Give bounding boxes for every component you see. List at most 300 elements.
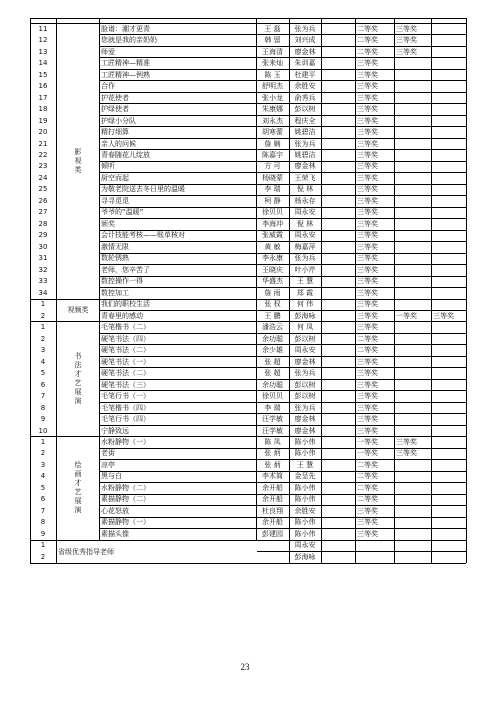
person-name: 余胜安 [294,82,316,91]
award-level: 二等奖 [357,24,378,33]
award-level [432,460,467,471]
work-title: 合作 [101,82,115,91]
work-title: 硬笔书法（二） [101,346,150,355]
row-number: 13 [38,47,48,56]
row-number: 31 [38,254,48,263]
award-level: 三等奖 [357,311,378,320]
award-level: 一等奖 [357,449,378,458]
work-title: 毛笔楷书（二） [101,323,150,332]
person-name: 彭建园 [262,529,283,538]
award-level [432,345,467,356]
category-label [57,541,257,563]
work-title: 硬笔书法（二） [101,369,150,378]
award-level: 二等奖 [357,334,378,343]
row-number: 12 [38,36,48,45]
person-name: 叶小芹 [294,265,316,274]
award-level: 三等奖 [357,323,378,332]
award-level [432,104,467,115]
award-level [395,116,432,127]
row-number: 1 [40,300,46,309]
category-label [57,300,99,322]
work-title: 水粉静物（二） [101,483,150,492]
award-level [395,70,432,81]
award-level [432,357,467,368]
person-name: 程庆全 [294,116,316,125]
award-level: 三等奖 [357,116,378,125]
person-name: 杨永存 [294,196,316,205]
row-number: 20 [38,128,48,137]
person-name: 倪 林 [296,185,314,194]
person-name [321,380,355,391]
row-number: 2 [40,552,46,561]
person-name: 张威霞 [262,231,283,240]
work-title: 青春随花儿绽放 [101,150,150,159]
person-name: 陈小伟 [294,437,316,446]
person-name [321,448,355,459]
person-name: 詹 雨 [264,288,281,297]
award-level [432,380,467,391]
work-title: 数控加工 [101,288,129,297]
award-level [432,161,467,172]
person-name [321,288,355,299]
award-level [395,150,432,161]
person-name: 张 超 [264,369,281,378]
row-number: 4 [40,357,46,366]
person-name [321,58,355,69]
person-name [321,403,355,414]
person-name: 俞秀兵 [294,93,316,102]
person-name: 王 慧 [296,277,314,286]
award-level: 三等奖 [357,93,378,102]
award-level [395,334,432,345]
person-name [321,219,355,230]
person-name: 徐贝贝 [262,208,283,217]
person-name: 廖金林 [294,357,316,366]
person-name [321,357,355,368]
award-level [432,196,467,207]
person-name [321,460,355,471]
award-level [395,196,432,207]
work-title: 素描静物（一） [101,518,150,527]
work-title: 毛笔行书（一） [101,392,150,401]
person-name: 张 炳 [264,460,281,469]
award-level [432,471,467,482]
person-name: 廖金林 [294,426,316,435]
row-number: 17 [38,93,48,102]
award-level [395,403,432,414]
category-label [57,24,99,299]
award-level [432,253,467,264]
person-name [321,47,355,58]
person-name [321,483,355,494]
work-title: 激情无限 [101,242,129,251]
person-name [321,471,355,482]
person-name: 廖金林 [294,47,316,56]
person-name: 余功聪 [262,380,283,389]
award-level [395,460,432,471]
person-name [321,70,355,81]
award-level [395,139,432,150]
person-name [321,230,355,241]
work-title: 宁静致远 [101,426,129,435]
person-name [321,116,355,127]
award-level: 三等奖 [396,47,417,56]
award-level [395,471,432,482]
row-number: 7 [40,506,46,515]
person-name: 何 凤 [296,323,314,332]
award-level [432,70,467,81]
person-name [321,494,355,505]
row-number: 3 [40,460,46,469]
work-title: 毛笔行书（四） [101,415,150,424]
award-level [432,368,467,379]
person-name: 李海冲 [262,219,283,228]
work-title: 工匠精神—精准 [101,59,150,68]
work-title: 黑与白 [101,472,122,481]
award-level [395,127,432,138]
person-name [321,322,355,333]
award-level: 三等奖 [357,288,378,297]
award-level [432,299,467,310]
award-level: 二等奖 [357,47,378,56]
person-name: 梅嘉萍 [294,242,316,251]
work-title: 硬笔书法（三） [101,380,150,389]
person-name [321,242,355,253]
person-name [321,81,355,92]
work-title: 水粉静物（一） [101,437,150,446]
work-title: 颁奖 [101,219,115,228]
award-level [395,529,432,540]
person-name: 彭海咏 [294,311,316,320]
award-level [432,529,467,540]
person-name: 李 瑞 [264,403,281,412]
person-name: 彭以树 [294,105,316,114]
person-name: 王晓庆 [262,265,283,274]
person-name: 陈小伟 [294,495,316,504]
person-name [321,529,355,540]
award-level [432,483,467,494]
award-level [432,288,467,299]
work-title: 爷爷的“温暖” [101,208,144,217]
person-name: 汪学敏 [262,415,283,424]
award-level [395,299,432,310]
row-number: 9 [40,529,46,538]
person-name [321,173,355,184]
award-level: 三等奖 [357,162,378,171]
row-number: 2 [40,449,46,458]
award-level: 三等奖 [357,128,378,137]
work-title: 脸谱：潮才更青 [101,24,150,33]
person-name: 詹 娴 [264,139,281,148]
person-name: 王 慧 [296,460,314,469]
person-name [321,311,355,322]
person-name: 张为兵 [294,139,316,148]
work-title: 凉亭 [101,460,115,469]
award-level [432,47,467,58]
person-name [321,552,355,563]
award-level [432,139,467,150]
row-number: 22 [38,150,48,159]
award-level: 二等奖 [357,36,378,45]
person-name: 王海清 [262,47,283,56]
person-name: 陈小伟 [294,449,316,458]
person-name: 姚碧洁 [294,150,316,159]
award-level [395,219,432,230]
row-number: 2 [40,334,46,343]
award-level [432,116,467,127]
award-level: 三等奖 [357,219,378,228]
award-level [432,322,467,333]
row-number: 5 [40,483,46,492]
award-level: 三等奖 [357,380,378,389]
work-title: 我们的职校生活 [101,300,150,309]
award-level: 三等奖 [396,449,417,458]
work-title: 师爱 [101,47,115,56]
award-level [395,288,432,299]
person-name: 王 磊 [264,24,281,33]
award-level: 三等奖 [357,529,378,538]
person-name [321,517,355,528]
person-name: 周永安 [294,541,316,550]
award-level: 三等奖 [396,24,417,33]
award-level [395,483,432,494]
person-name [321,437,355,448]
award-level [432,506,467,517]
award-level [395,207,432,218]
work-title: 青春里的感动 [101,311,143,320]
person-name [321,253,355,264]
work-title: 工匠精神—例熟 [101,70,150,79]
work-title: 老街 [101,449,115,458]
person-name: 陈小伟 [294,529,316,538]
award-level [432,494,467,505]
person-name: 陈 凤 [264,437,281,446]
person-name [321,24,355,35]
person-name: 胡寒蕾 [262,128,283,137]
award-level [395,173,432,184]
award-level [432,426,467,437]
person-name [321,276,355,287]
row-number: 4 [40,472,46,481]
award-level [432,93,467,104]
row-number: 19 [38,116,48,125]
award-level: 三等奖 [357,369,378,378]
person-name: 廖金林 [294,415,316,424]
person-name: 张小龙 [262,93,283,102]
award-level: 三等奖 [357,82,378,91]
person-name [256,540,289,551]
award-level [395,230,432,241]
person-name: 金呈先 [294,472,316,481]
person-name: 张来灿 [262,59,283,68]
person-name [321,161,355,172]
person-name [321,93,355,104]
person-name [321,139,355,150]
work-title: 护绿小分队 [101,116,136,125]
award-level [432,276,467,287]
person-name: 杜良翔 [262,506,283,515]
award-level: 三等奖 [357,139,378,148]
person-name: 彭以树 [294,334,316,343]
person-name: 柯 静 [264,196,281,205]
person-name: 周永安 [294,208,316,217]
award-level: 三等奖 [357,59,378,68]
award-level: 三等奖 [357,105,378,114]
person-name: 余胜安 [294,506,316,515]
award-level [432,127,467,138]
person-name [321,391,355,402]
person-name: 潘浩云 [262,323,283,332]
row-number: 5 [40,369,46,378]
row-number: 16 [38,82,48,91]
award-level: 三等奖 [357,150,378,159]
award-level [395,494,432,505]
person-name: 舒明杰 [262,82,283,91]
award-level: 三等奖 [357,426,378,435]
award-level [395,104,432,115]
person-name [321,104,355,115]
person-name: 陈嘉宇 [262,150,283,159]
person-name: 李永康 [262,254,283,263]
work-title: 硬笔书法（一） [101,357,150,366]
category-text: 绘 画 才 艺 展 演 [74,461,82,515]
award-level [395,506,432,517]
person-name [321,345,355,356]
award-level [395,253,432,264]
award-level [395,161,432,172]
award-level [432,540,467,551]
award-level: 一等奖 [357,437,378,446]
award-level [395,93,432,104]
person-name: 韩 留 [264,36,281,45]
row-number: 25 [38,185,48,194]
award-level [432,552,467,563]
award-level: 三等奖 [357,518,378,527]
person-name: 杜建平 [294,70,316,79]
award-level: 二等奖 [357,483,378,492]
row-number: 10 [38,426,48,435]
category-text: 书 法 才 艺 展 演 [74,352,82,406]
award-level: 三等奖 [357,277,378,286]
person-name: 彭以树 [294,380,316,389]
award-level: 三等奖 [433,311,454,320]
person-name: 张为兵 [294,254,316,263]
row-number: 27 [38,208,48,217]
award-level [395,345,432,356]
row-number: 6 [40,380,46,389]
category-text: 省级优秀指导老师 [58,547,114,556]
award-level: 三等奖 [357,254,378,263]
person-name: 余开船 [262,483,283,492]
person-name: 方 可 [264,162,281,171]
person-name: 张 权 [264,300,281,309]
person-name: 李术简 [262,472,283,481]
award-level: 三等奖 [357,70,378,79]
work-title: 数控操作一得 [101,277,143,286]
work-title: 素描头像 [101,529,129,538]
award-level: 三等奖 [357,185,378,194]
row-number: 29 [38,231,48,240]
award-level: 三等奖 [357,231,378,240]
person-name: 陈小伟 [294,518,316,527]
award-level: 一等奖 [396,311,417,320]
award-level: 三等奖 [357,196,378,205]
person-name: 张 炳 [264,449,281,458]
work-title: 寻寻觅觅 [101,196,129,205]
person-name: 张为兵 [294,369,316,378]
award-level [432,437,467,448]
person-name: 陈小伟 [294,483,316,492]
row-number: 14 [38,59,48,68]
row-number: 26 [38,196,48,205]
person-name [321,196,355,207]
work-title: 精打细算 [101,128,129,137]
person-name: 廖金林 [294,162,316,171]
row-number: 11 [38,24,48,33]
award-level [432,242,467,253]
award-level [395,276,432,287]
row-number: 24 [38,173,48,182]
work-title: 倾听 [101,162,115,171]
person-name: 张为兵 [294,24,316,33]
work-title: 护花使者 [101,93,129,102]
person-name: 余少雄 [262,346,283,355]
person-name: 周永安 [294,346,316,355]
person-name: 张 超 [264,357,281,366]
person-name [321,184,355,195]
person-name [321,127,355,138]
person-name: 王 鹏 [264,311,281,320]
work-title: 护绿使者 [101,105,129,114]
award-level [395,184,432,195]
person-name [321,334,355,345]
row-number: 32 [38,265,48,274]
award-level: 三等奖 [396,36,417,45]
person-name: 朱康娜 [262,105,283,114]
award-level: 三等奖 [357,506,378,515]
person-name [321,426,355,437]
category-label [57,322,99,436]
award-level [432,219,467,230]
award-level [432,184,467,195]
person-name: 朱训嘉 [294,59,316,68]
award-level [395,552,432,563]
person-name: 徐贝贝 [262,392,283,401]
row-number: 34 [38,288,48,297]
award-level [432,265,467,276]
award-level [432,173,467,184]
work-title: 心花怒放 [101,506,129,515]
award-table [30,18,466,563]
award-level [432,334,467,345]
award-level: 三等奖 [357,242,378,251]
row-number: 8 [40,518,46,527]
person-name: 姚碧洁 [294,128,316,137]
row-number: 28 [38,219,48,228]
person-name: 倪 林 [296,219,314,228]
award-level [432,81,467,92]
award-level [432,207,467,218]
award-level: 三等奖 [357,173,378,182]
row-number: 15 [38,70,48,79]
work-title: 亲人的问候 [101,139,136,148]
award-level [395,58,432,69]
award-level [395,380,432,391]
work-title: 数轮锈熟 [101,254,129,263]
award-level [432,58,467,69]
category-text: 视频类 [67,306,89,315]
award-level: 三等奖 [357,208,378,217]
